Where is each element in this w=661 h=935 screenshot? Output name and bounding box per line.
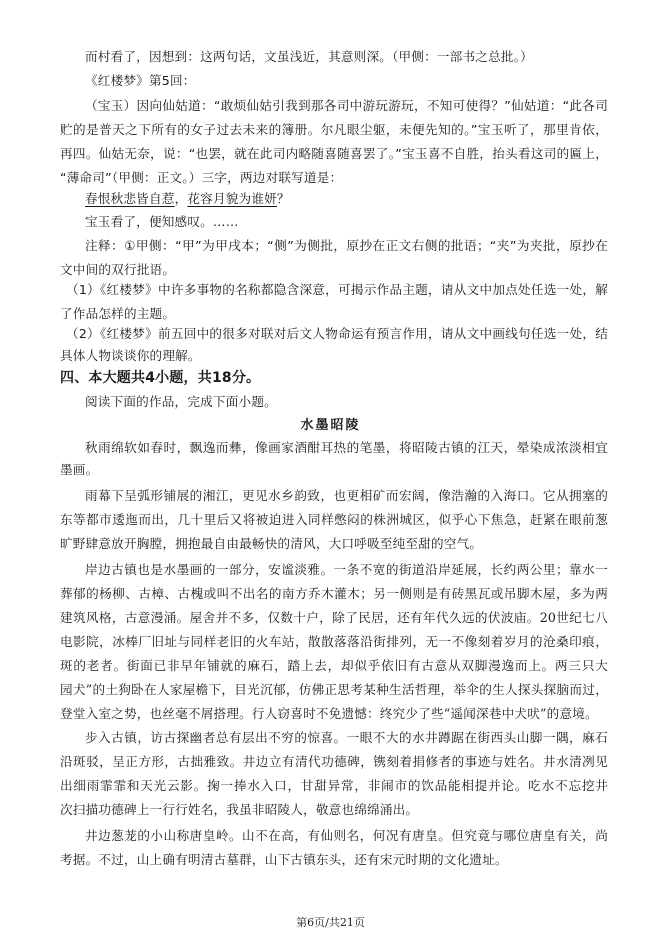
article-line: 斑的老者。街面已非早年铺就的麻石，踏上去，却似乎依旧有古意从双脚漫逸而上。两三只大	[60, 658, 608, 673]
couplet-part1: 春恨秋悲皆自惹	[85, 191, 175, 206]
couplet-part2: 花容月貌为谁妍	[187, 191, 277, 206]
article-line: 墨画。	[60, 462, 99, 477]
couplet-sep: ，	[174, 191, 188, 206]
article-line: 岸边古镇也是水墨画的一部分，安谧淡雅。一条不宽的街道沿岸延展，长约两公里；靠水一	[85, 562, 608, 577]
text-line: 而村看了，因想到：这两句话，文虽浅近，其意则深。（甲侧：一部书之总批。）	[85, 49, 533, 64]
article-line: 井边葱茏的小山称唐皇岭。山不在高，有仙则名，何况有唐皇。但究竟与哪位唐皇有关，尚	[85, 828, 608, 843]
text-line: 宝玉看了，便知感叹。……	[85, 214, 239, 229]
text-line: 贮的是普天之下所有的女子过去未来的簿册。尔凡眼尘躯，未便先知的。”宝玉听了，那里肯依，	[60, 122, 608, 137]
article-line: 沿斑驳，呈正方形，古拙雅致。井边立有清代功德碑，镌刻着捐修者的事迹与姓名。井水清冽见	[60, 754, 608, 769]
question-1-cont: 了作品怎样的主题。	[60, 306, 176, 321]
instruction: 阅读下面的作品，完成下面小题。	[85, 394, 277, 409]
text-line: “薄命司”（甲侧：正文。）三字，两边对联写道是：	[60, 170, 343, 185]
article-line: 步入古镇，访古探幽者总有层出不穷的惊喜。一眼不大的水井蹲踞在街西头山脚一隅，麻石	[85, 730, 608, 745]
couplet-end: ？	[276, 191, 290, 206]
couplet-line	[85, 189, 608, 209]
question-2-cont: 具体人物谈谈你的理解。	[60, 348, 201, 363]
page-footer: 第6页/共21页	[296, 916, 365, 929]
text-line: 再四。仙姑无奈，说：“也罢，就在此司内略随喜随喜罢了。”宝玉喜不自胜，抬头看这司的匾上，	[60, 146, 608, 161]
article-line: 秋雨绵软如春时，飘逸而彝，像画家酒酣耳热的笔墨，将昭陵古镇的江天，晕染成浓淡相宜	[85, 440, 608, 455]
article-line: 登堂入室之势，也丝毫不屑搭理。行人窃喜时不免遗憾：终究少了些“遥闻深巷中犬吠”的意境。	[60, 706, 598, 721]
note-line: 注释：①甲侧：“甲”为甲戌本；“侧”为侧批，原抄在正文右侧的批语；“夹”为夹批，原抄在	[85, 238, 608, 253]
article-line: 旷野肆意放开胸膛，拥抱最自由最畅快的清风，大口呼吸至纯至甜的空气。	[60, 536, 483, 551]
section-heading: 四、本大题共4小题，共18分。	[60, 370, 261, 386]
article-line: 东等都市逶迤而出，几十里后又将被迫进入同样憋闷的株洲城区，似乎心下焦急，赶紧在眼前葱	[60, 512, 608, 527]
article-line: 出细雨霏霏和天光云影。掬一捧水入口，甘甜异常，非闹市的饮品能相提并论。吃水不忘挖井	[60, 778, 608, 793]
text-line: 《红楼梦》第5回：	[85, 73, 196, 88]
article-line: 次扫描功德碑上一行行姓名，我虽非昭陵人，敬意也绵绵涌出。	[60, 802, 419, 817]
article-line: 建筑风格，古意漫涌。屋舍并不多，仅数十户，除了民居，还有年代久远的伏波庙。20世纪七八	[60, 610, 608, 625]
article-line: 园犬”的土狗卧在人家屋檐下，目光沉郁，仿佛正思考某种生活哲理，举伞的生人探头探脑而过，	[60, 682, 608, 697]
article-title: 水墨昭陵	[300, 418, 361, 433]
article-line: 葬郁的杨柳、古樟、古槐或叫不出名的南方乔木灌木；另一侧则是有砖黑瓦或吊脚木屋，多为两	[60, 586, 608, 601]
question-2: （2）《红楼梦》前五回中的很多对联对后文人物命运有预言作用，请从文中画线句任选一处，结	[66, 326, 608, 341]
question-1: （1）《红楼梦》中许多事物的名称都隐含深意，可揭示作品主题，请从文中加点处任选一处，解	[66, 282, 608, 297]
article-line: 电影院，冰棒厂旧址与同样老旧的火车站，散散落落沿街排列，无一不像刻着岁月的沧桑印痕，	[60, 634, 608, 649]
text-line: （宝玉）因向仙姑道：“敢烦仙姑引我到那各司中游玩游玩，不知可使得？”仙姑道：“此各司	[85, 98, 608, 113]
article-line: 雨幕下呈弧形铺展的湘江，更见水乡韵致，也更相矿而宏阔，像浩瀚的入海口。它从拥塞的	[85, 488, 608, 503]
note-line: 文中间的双行批语。	[60, 262, 176, 277]
article-line: 考据。不过，山上确有明清古墓群，山下古镇东头，还有宋元时期的文化遗址。	[60, 852, 508, 867]
